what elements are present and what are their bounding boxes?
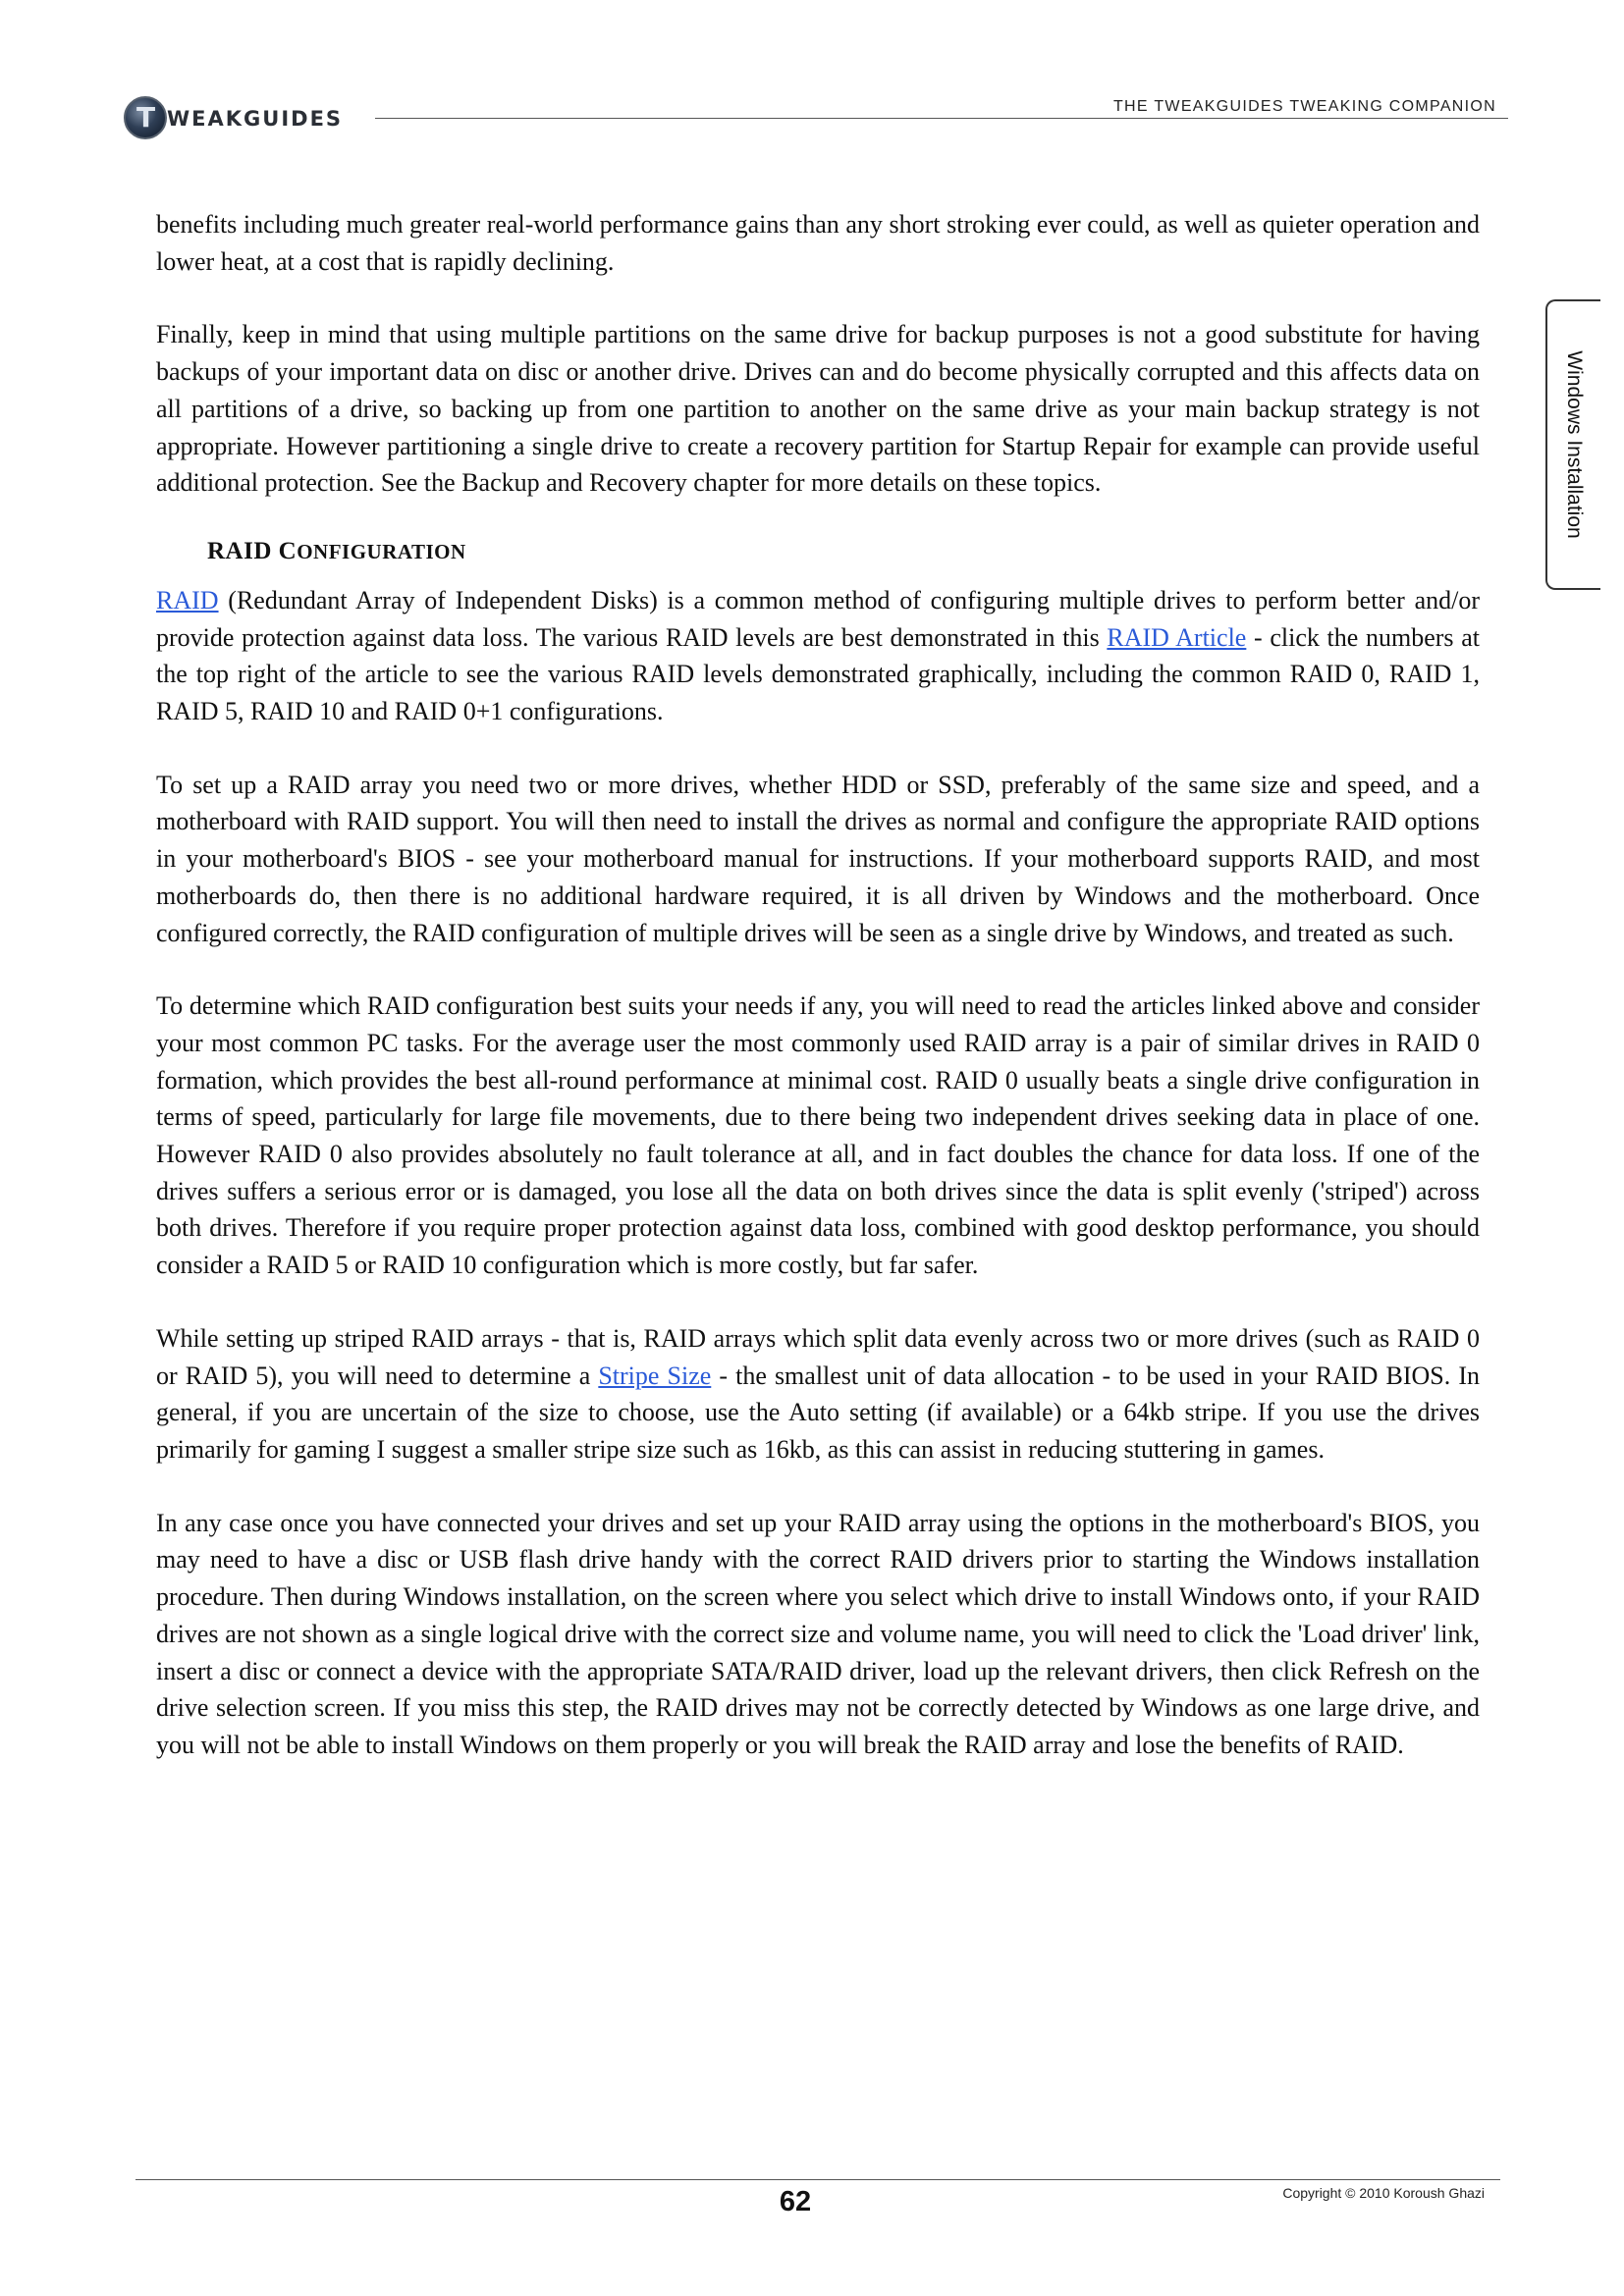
page-header	[0, 0, 1624, 157]
logo-text: WEAKGUIDES	[167, 107, 344, 131]
paragraph-raid-setup: To set up a RAID array you need two or more drives, whether HDD or SSD, preferably of the same size and speed, and a motherboard with RAID support. You will then need to install the drives as normal and configure the appropriate RAID options in your motherboard's BIOS - see your motherboard manual for instructions. If your motherboard supports RAID, and most motherboards do, then there is no additional hardware required, it is all driven by Windows and the motherboard. Once configured correctly, the RAID configuration of multiple drives will be seen as a single drive by Windows, and treated as such.	[156, 770, 1480, 947]
heading-rest: ONFIGURATION	[297, 539, 466, 563]
paragraph-partitions-backup: Finally, keep in mind that using multiple partitions on the same drive for backup purposes is not a good substitute for having backups of your important data on disc or another drive. Drives can and do become physically corrupted and this affects data on all partitions of a drive, so backing up from one partition to another on the same drive as your main backup strategy is not appropriate. However partitioning a single drive to create a recovery partition for Startup Repair for example can provide useful additional protection. See the Backup and Recovery chapter for more details on these topics.	[156, 320, 1480, 498]
stripe-text-2: - the smallest unit of data allocation - to be used in your RAID BIOS. In general, if you are uncertain of the size to choose, use the Auto setting (if available) or a 64kb stripe. If you use the drives primarily for gaming I suggest a smaller stripe size such as 16kb, as this can assist in reducing stuttering in games.	[156, 1361, 1481, 1464]
footer-rule	[135, 2179, 1500, 2180]
page-number: 62	[779, 2186, 812, 2217]
header-title: THE TWEAKGUIDES TWEAKING COMPANION	[1112, 98, 1496, 115]
section-heading-raid-configuration	[207, 538, 1480, 565]
logo-emblem-icon	[124, 96, 167, 139]
chapter-side-tab-label: Windows Installation	[1563, 350, 1586, 539]
stripe-text-1: While setting up striped RAID arrays - that is, RAID arrays which split data evenly across two or more drives (such as RAID 0 or RAID 5), you will need to determine a	[156, 1323, 1480, 1390]
paragraph-benefits: benefits including much greater real-world performance gains than any short stroking ever could, as well as quieter operation and lower heat, at a cost that is rapidly declining.	[156, 210, 1480, 276]
paragraph-raid-intro	[156, 582, 1480, 730]
page-body	[156, 206, 1480, 1800]
raid-intro-text-2: - click the numbers at the top right of the article to see the various RAID levels demonstrated graphically, including the common RAID 0, RAID 1, RAID 5, RAID 10 and RAID 0+1 configurations.	[156, 622, 1480, 726]
header-rule	[375, 118, 1508, 119]
raid-intro-text-1: (Redundant Array of Independent Disks) is a common method of configuring multiple drives to perform better and/or provide protection against data loss. The various RAID levels are best demonstrated in this	[156, 585, 1480, 652]
heading-first: RAID C	[207, 537, 298, 564]
tweakguides-logo	[124, 94, 359, 143]
stripe-size-link[interactable]: Stripe Size	[598, 1361, 712, 1390]
copyright-notice: Copyright © 2010 Koroush Ghazi	[1282, 2185, 1485, 2201]
paragraph-raid-choice: To determine which RAID configuration best suits your needs if any, you will need to read the articles linked above and consider your most common PC tasks. For the average user the most commonly used RAID array is a pair of similar drives in RAID 0 formation, which provides the best all-round performance at minimal cost. RAID 0 usually beats a single drive configuration in terms of speed, particularly for large file movements, due to there being two independent drives seeking data in place of one. However RAID 0 also provides absolutely no fault tolerance at all, and in fact doubles the chance for data loss. If one of the drives suffers a serious error or is damaged, you lose all the data on both drives since the data is split evenly ('striped') across both drives. Therefore if you require proper protection against data loss, combined with good desktop performance, you should consider a RAID 5 or RAID 10 configuration which is more costly, but far safer.	[156, 991, 1480, 1280]
paragraph-stripe-size	[156, 1320, 1480, 1468]
chapter-side-tab	[1545, 299, 1600, 590]
paragraph-raid-drivers: In any case once you have connected your drives and set up your RAID array using the options in the motherboard's BIOS, you may need to have a disc or USB flash drive handy with the correct RAID drivers prior to starting the Windows installation procedure. Then during Windows installation, on the screen where you select which drive to install Windows onto, if your RAID drives are not shown as a single logical drive with the correct size and volume name, you will need to click the 'Load driver' link, insert a disc or connect a device with the appropriate SATA/RAID driver, load up the relevant drivers, then click Refresh on the drive selection screen. If you miss this step, the RAID drives may not be correctly detected by Windows as one large drive, and you will not be able to install Windows on them properly or you will break the RAID array and lose the benefits of RAID.	[156, 1508, 1480, 1759]
raid-link[interactable]: RAID	[156, 585, 219, 614]
raid-article-link[interactable]: RAID Article	[1107, 622, 1247, 652]
